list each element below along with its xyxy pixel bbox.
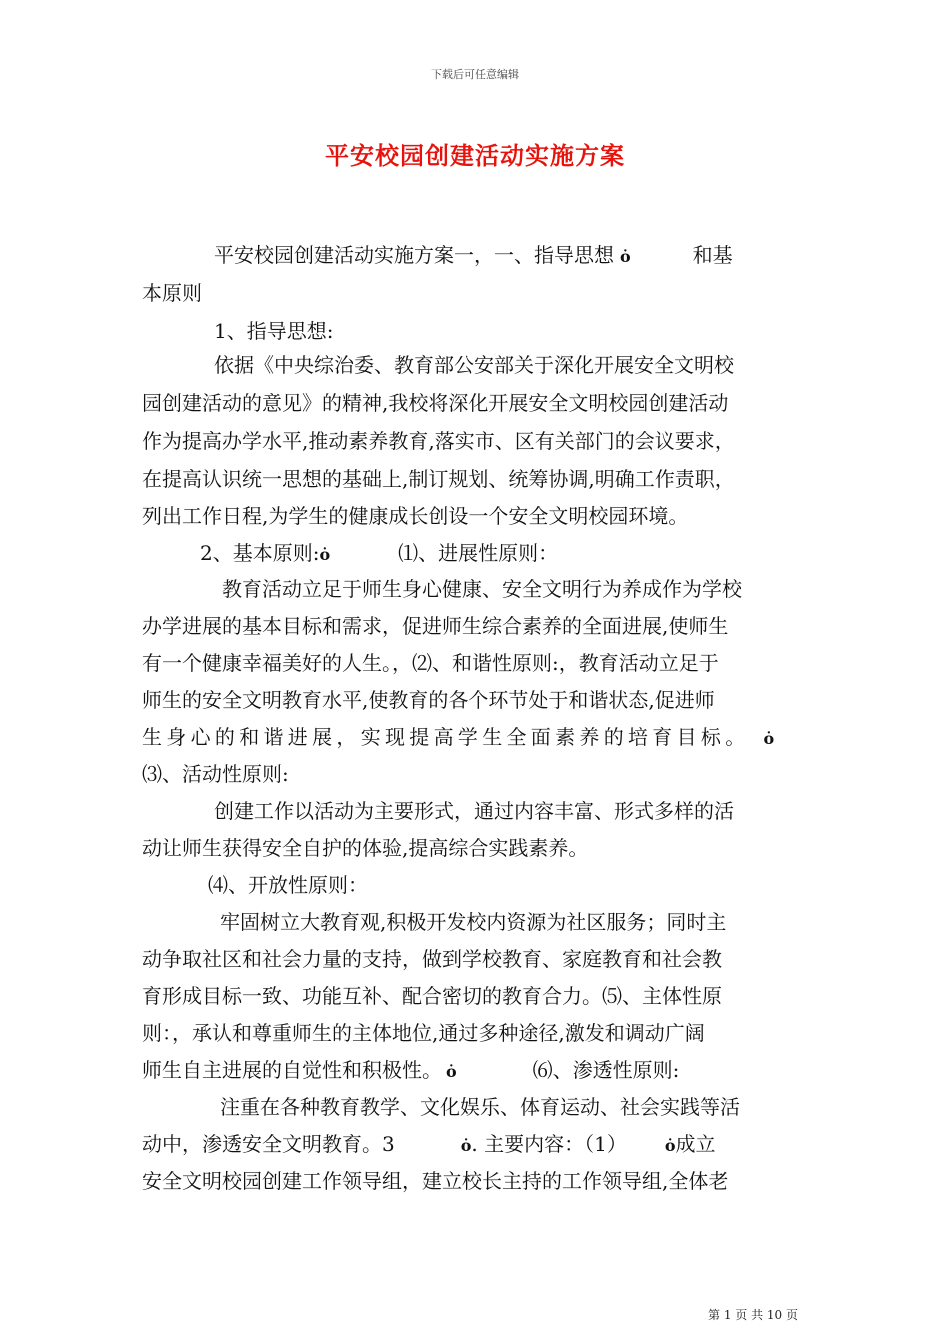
document-title: 平安校园创建活动实施方案 xyxy=(325,141,625,170)
body-line: 牢固树立大教育观,积极开发校内资源为社区服务；同时主 xyxy=(220,910,727,934)
body-line: 园创建活动的意见》的精神,我校将深化开展安全文明校园创建活动 xyxy=(142,391,729,415)
body-text: 生身心的和谐进展，实现提高学生全面素养的培育目标。 xyxy=(142,725,750,749)
body-text: ⑹、渗透性原则: xyxy=(532,1058,680,1082)
body-text: 成立 xyxy=(675,1132,716,1156)
inline-mark: ȯ xyxy=(460,1136,472,1155)
body-line: 则：，承认和尊重师生的主体地位,通过多种途径,激发和调动广阔 xyxy=(142,1021,705,1045)
body-text: 师生自主进展的自觉性和积极性。 xyxy=(142,1058,442,1082)
body-line: ⑶、活动性原则: xyxy=(142,762,289,786)
body-text: 平安校园创建活动实施方案一，一、指导思想 xyxy=(214,243,614,267)
inline-mark: ȯ xyxy=(664,1136,676,1155)
body-line: 1、指导思想: xyxy=(214,319,334,343)
body-line: 创建工作以活动为主要形式，通过内容丰富、形式多样的活 xyxy=(214,799,734,823)
body-line xyxy=(214,242,733,268)
body-text: 和基 xyxy=(692,243,733,267)
body-line: 动争取社区和社会力量的支持，做到学校教育、家庭教育和社会教 xyxy=(142,947,722,971)
body-line: 育形成目标一致、功能互补、配合密切的教育合力。⑸、主体性原 xyxy=(142,984,722,1008)
inline-mark: ȯ xyxy=(319,545,331,564)
inline-mark: ȯ xyxy=(763,729,775,748)
body-line xyxy=(142,1057,679,1083)
body-line: 教育活动立足于师生身心健康、安全文明行为养成作为学校 xyxy=(222,577,742,601)
body-line: 在提高认识统一思想的基础上,制订规划、统筹协调,明确工作责职， xyxy=(142,467,735,491)
body-line xyxy=(200,540,558,566)
body-line: 有一个健康幸福美好的人生。，⑵、和谐性原则:，教育活动立足于 xyxy=(142,651,719,675)
body-line: 安全文明校园创建工作领导组，建立校长主持的工作领导组,全体老 xyxy=(142,1169,729,1193)
body-line: ⑷、开放性原则： xyxy=(208,873,368,897)
page-header: 下载后可任意编辑 xyxy=(431,68,519,81)
body-line xyxy=(142,1131,716,1157)
body-line: 师生的安全文明教育水平,使教育的各个环节处于和谐状态,促进师 xyxy=(142,688,715,712)
page-footer: 第 1 页 共 10 页 xyxy=(708,1308,798,1322)
body-text: 2、基本原则: xyxy=(200,541,320,565)
inline-mark: ȯ xyxy=(620,247,631,266)
body-text: . 主要内容：（1） xyxy=(471,1132,627,1156)
body-line xyxy=(142,724,774,750)
body-line: 依据《中央综治委、教育部公安部关于深化开展安全文明校 xyxy=(214,353,734,377)
inline-mark: ȯ xyxy=(446,1062,457,1081)
body-line: 作为提高办学水平,推动素养教育,落实市、区有关部门的会议要求， xyxy=(142,429,735,453)
body-line: 列出工作日程,为学生的健康成长创设一个安全文明校园环境。 xyxy=(142,504,689,528)
body-text: ⑴、进展性原则： xyxy=(398,541,559,565)
body-line: 注重在各种教育教学、文化娱乐、体育运动、社会实践等活 xyxy=(220,1095,740,1119)
body-line: 本原则 xyxy=(142,281,202,305)
body-line: 办学进展的基本目标和需求，促进师生综合素养的全面进展,使师生 xyxy=(142,614,729,638)
body-line: 动让师生获得安全自护的体验,提高综合实践素养。 xyxy=(142,836,589,860)
body-text: 动中，渗透安全文明教育。3 xyxy=(142,1132,395,1156)
